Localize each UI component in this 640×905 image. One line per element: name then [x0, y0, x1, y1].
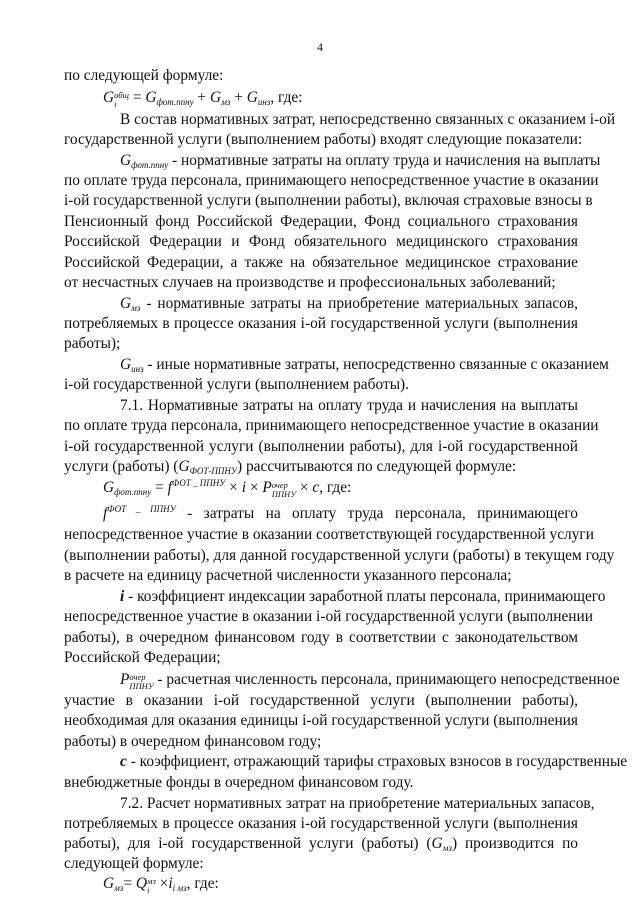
text-line: работы), в очередном финансовом году в соответствии с законодательством — [64, 629, 578, 646]
text-line: i-ой государственной услуги (выполнении работы), включая страховые взносы в — [64, 192, 593, 209]
text-line: $G_{инз}$ - иные нормативные затраты, непосредственно связанные с оказанием — [120, 356, 609, 374]
text-line: работы); — [64, 335, 121, 352]
text-line: 7.1. Нормативные затраты на оплату труда и начисления на выплаты — [120, 397, 578, 414]
text-line: государственной услуги (выполнением работы) входят следующие показатели: — [64, 131, 583, 148]
text-line: внебюджетные фонды в очередном финансовом году. — [64, 774, 414, 791]
text-line: (выполнении работы), для данной государственной услуги (работы) в текущем году — [64, 547, 615, 564]
text-line: $G_{мз}$ - нормативные затраты на приобретение материальных запасов, — [120, 295, 578, 313]
text-line: $G_{фот.ппну}$ - нормативные затраты на оплату труда и начисления на выплаты — [120, 152, 601, 170]
text-line: участие в оказании i-ой государственной услуги (выполнении работы), — [64, 692, 578, 709]
formula-fot: $G_{фот.ппну} = f^{ФОТ \_ ППНУ} \times i \times P$ очер ППНУ × c, где: — [103, 478, 352, 499]
text-line: по следующей формуле: — [64, 67, 224, 84]
text-line: непосредственное участие в оказании i-ой государственной услуги (выполнении — [64, 608, 593, 625]
text-line: Российской Федерации, а также на обязательное медицинское страхование — [64, 254, 578, 271]
text-line: непосредственное участие в оказании соответствующей государственной услуги — [64, 526, 594, 543]
text-line: Российской Федерации и Фонд обязательного медицинского страхования — [64, 233, 578, 250]
text-line: $f^{ФОТ \_ ППНУ}$ - затраты на оплату труда персонала, принимающего — [103, 504, 578, 522]
text-line: i - коэффициент индексации заработной платы персонала, принимающего — [120, 588, 606, 605]
formula-total: G общ i = $G_{фот.ппну} + G_{мз} + G_{инз}$, где: — [103, 89, 303, 109]
text-line: необходимая для оказания единицы i-ой государственной услуги (выполнения — [64, 712, 578, 729]
text-line: Пенсионный фонд Российской Федерации, Фонд социального страхования — [64, 213, 578, 230]
text-line: по оплате труда персонала, принимающего непосредственное участие в оказании — [64, 417, 599, 434]
text-line: по оплате труда персонала, принимающего непосредственное участие в оказании — [64, 172, 599, 189]
text-line: потребляемых в процессе оказания i-ой государственной услуги (выполнения — [64, 315, 578, 332]
text-line: P очер ППНУ - расчетная численность персонала, принимающего непосредственное — [120, 671, 620, 691]
text-line: 7.2. Расчет нормативных затрат на приобретение материальных запасов, — [120, 795, 595, 812]
text-line: услуги (работы) $(G_{ФОТ-ППНУ})$ рассчитываются по следующей формуле: — [64, 458, 517, 476]
text-line: в расчете на единицу расчетной численности указанного персонала; — [64, 567, 512, 584]
text-line: от несчастных случаев на производстве и профессиональных заболеваний; — [64, 274, 556, 291]
text-line: работы), для i-ой государственной услуги (работы) $(G_{мз})$ производится по — [64, 835, 579, 853]
page-number: 4 — [317, 40, 323, 54]
text-line: В состав нормативных затрат, непосредственно связанных с оказанием i-ой — [120, 111, 616, 128]
text-line: i-ой государственной услуги (выполнением работы). — [64, 376, 410, 393]
text-line: c - коэффициент, отражающий тарифы страховых взносов в государственные — [120, 753, 628, 770]
text-line: работы) в очередном финансовом году; — [64, 733, 322, 750]
formula-mz: $G_{мз}= Q$ мз i $\times i_{i мз}$, где: — [103, 875, 219, 895]
text-line: потребляемых в процессе оказания i-ой государственной услуги (выполнения — [64, 815, 578, 832]
text-line: Российской Федерации; — [64, 649, 221, 666]
text-line: i-ой государственной услуги (выполнении работы), для i-ой государственной — [64, 438, 578, 455]
text-line: следующей формуле: — [64, 855, 204, 872]
